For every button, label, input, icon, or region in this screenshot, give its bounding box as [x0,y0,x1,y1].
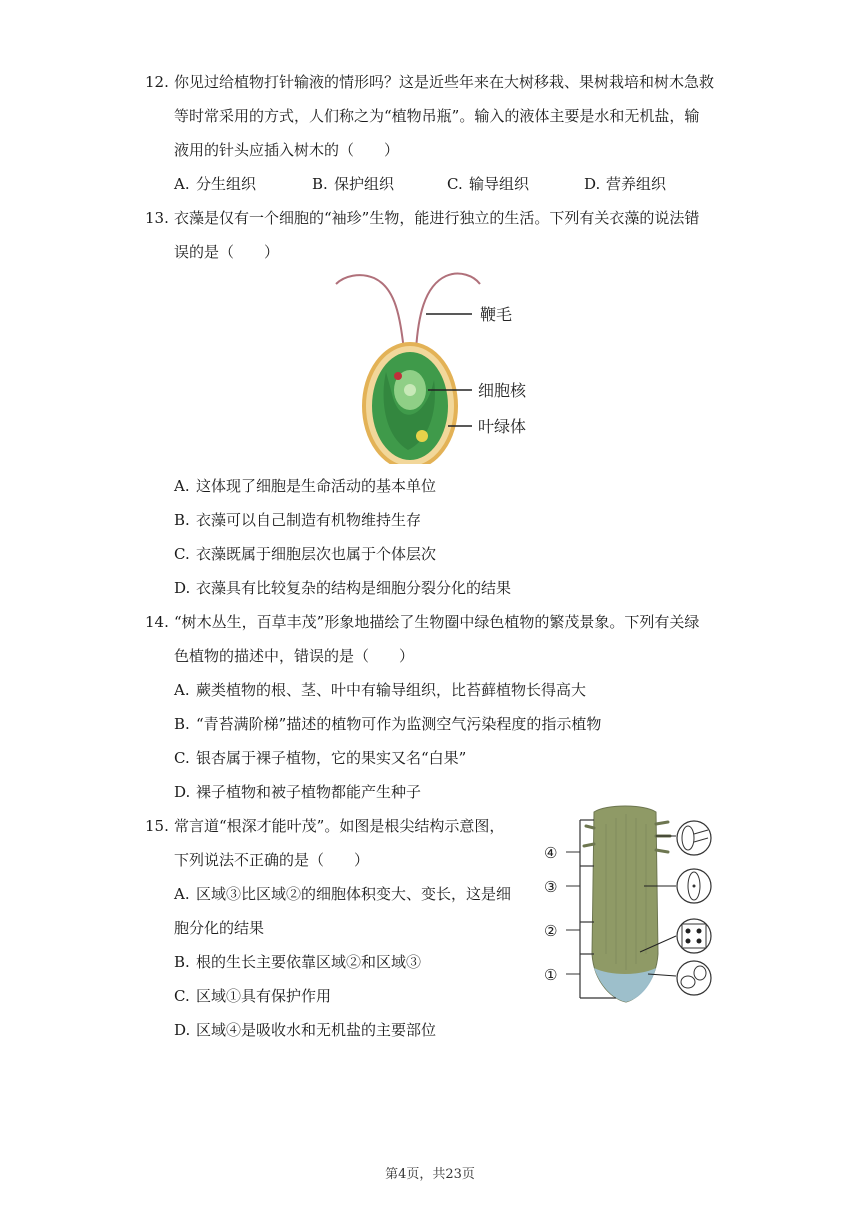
option-letter: A. [174,477,190,495]
option-letter: C. [447,175,463,193]
question-13-option-a[interactable] [174,476,436,496]
cell-icon-root-hair [677,821,711,855]
option-letter: A. [174,175,190,193]
nucleolus [404,384,416,396]
flagellum-right [416,274,480,350]
option-letter: B. [174,953,190,971]
question-12-option-c[interactable] [447,174,529,194]
question-14-option-d[interactable] [174,782,421,802]
option-text: 保护组织 [334,175,395,193]
region-3-label: ③ [544,878,558,896]
question-12-text-line-3: 液用的针头应插入树木的（ ） [174,141,400,159]
question-12-option-d[interactable] [584,174,666,194]
question-14-option-c[interactable] [174,748,466,768]
question-14-text-line-2: 色植物的描述中，错误的是（ ） [174,647,415,665]
option-text: 营养组织 [606,175,667,193]
region-2-label: ② [544,922,558,940]
nucleus-label: 细胞核 [478,381,527,400]
option-letter: D. [174,1021,191,1039]
root-tip-diagram [536,804,720,1006]
flagellum-left [336,275,404,350]
question-13-number: 13. [145,209,169,227]
option-letter: B. [174,511,190,529]
page-footer: 第4页，共23页 [385,1167,475,1182]
question-15-option-a-continued: 胞分化的结果 [174,919,265,937]
question-14-option-a[interactable] [174,680,586,700]
chlamydomonas-diagram [330,268,540,464]
region-1-label: ① [544,966,558,984]
chloroplast-label: 叶绿体 [478,417,527,436]
option-text: 区域③比区域②的细胞体积变大、变长，这是细 [196,885,512,903]
option-letter: C. [174,987,190,1005]
option-text: 输导组织 [469,175,530,193]
question-15-option-d[interactable] [174,1020,436,1040]
question-15-text-line-2: 下列说法不正确的是（ ） [174,851,370,869]
option-letter: B. [174,715,190,733]
question-12-number: 12. [145,73,169,91]
option-text: “青苔满阶梯”描述的植物可作为监测空气污染程度的指示植物 [196,715,602,733]
option-letter: D. [174,783,191,801]
question-15-option-a[interactable] [174,884,511,904]
cell-icon-meristem [677,919,711,953]
option-letter: C. [174,749,190,767]
option-letter: A. [174,681,190,699]
question-15-number: 15. [145,817,169,835]
question-13-text-line-1: 衣藻是仅有一个细胞的“袖珍”生物，能进行独立的生活。下列有关衣藻的说法错 [174,209,700,227]
question-14-option-b[interactable] [174,714,601,734]
question-12-text-line-1: 你见过给植物打针输液的情形吗？这是近些年来在大树移栽、果树栽培和树木急救 [174,73,715,91]
question-13-option-c[interactable] [174,544,436,564]
cell-icon-root-cap [677,961,711,995]
option-text: 区域①具有保护作用 [196,987,332,1005]
option-text: 衣藻可以自己制造有机物维持生存 [196,511,422,529]
option-text: 蕨类植物的根、茎、叶中有输导组织，比苔藓植物长得高大 [196,681,587,699]
question-13-text-line-2: 误的是（ ） [174,243,280,261]
question-12-option-a[interactable] [174,174,256,194]
option-letter: D. [174,579,191,597]
option-text: 衣藻具有比较复杂的结构是细胞分裂分化的结果 [196,579,512,597]
question-15-option-b[interactable] [174,952,421,972]
question-15-option-c[interactable] [174,986,331,1006]
flagellum-label: 鞭毛 [480,305,513,324]
option-letter: B. [312,175,328,193]
question-13-option-d[interactable] [174,578,511,598]
option-letter: A. [174,885,190,903]
question-12-text-line-2: 等时常采用的方式，人们称之为“植物吊瓶”。输入的液体主要是水和无机盐，输 [174,107,700,125]
question-13-option-b[interactable] [174,510,421,530]
question-14-number: 14. [145,613,169,631]
option-text: 银杏属于裸子植物，它的果实又名“白果” [196,749,467,767]
question-14-text-line-1: “树木丛生，百草丰茂”形象地描绘了生物圈中绿色植物的繁茂景象。下列有关绿 [174,613,700,631]
question-15-text-line-1: 常言道“根深才能叶茂”。如图是根尖结构示意图， [174,817,505,835]
option-text: 这体现了细胞是生命活动的基本单位 [196,477,437,495]
eyespot [394,372,402,380]
option-letter: C. [174,545,190,563]
cell-icon-elongation [677,869,711,903]
option-text: 根的生长主要依靠区域②和区域③ [196,953,422,971]
option-text: 分生组织 [196,175,257,193]
region-4-label: ④ [544,844,558,862]
option-text: 裸子植物和被子植物都能产生种子 [196,783,422,801]
option-letter: D. [584,175,601,193]
question-12-option-b[interactable] [312,174,394,194]
option-text: 区域④是吸收水和无机盐的主要部位 [196,1021,437,1039]
pyrenoid [416,430,428,442]
option-text: 衣藻既属于细胞层次也属于个体层次 [196,545,437,563]
